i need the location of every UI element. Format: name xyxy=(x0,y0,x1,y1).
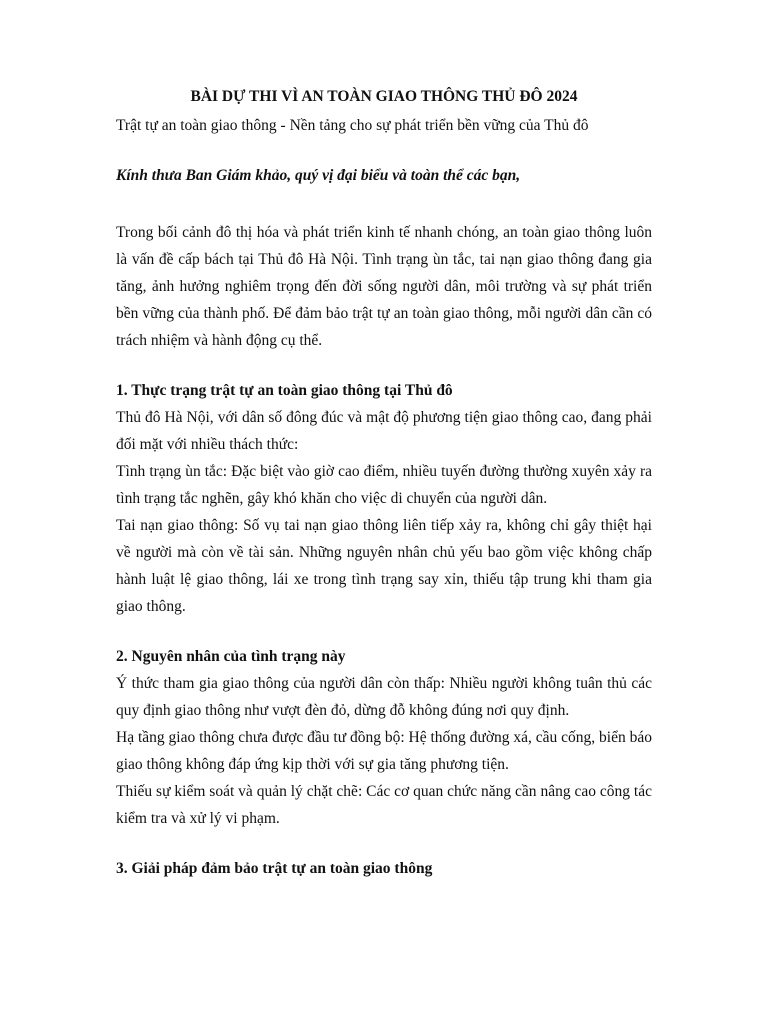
section-3-heading: 3. Giải pháp đảm bảo trật tự an toàn giao thông xyxy=(116,860,433,877)
document-page xyxy=(116,86,652,882)
section-1-paragraph: Thủ đô Hà Nội, với dân số đông đúc và mật độ phương tiện giao thông cao, đang phải đối mặt với nhiều thách thức: xyxy=(116,409,652,453)
section-2-paragraph: Ý thức tham gia giao thông của người dân còn thấp: Nhiều người không tuân thủ các quy định giao thông như vượt đèn đỏ, dừng đỗ không đúng nơi quy định. xyxy=(116,675,652,719)
section-1-paragraph: Tình trạng ùn tắc: Đặc biệt vào giờ cao điểm, nhiều tuyến đường thường xuyên xảy ra tình trạng tắc nghẽn, gây khó khăn cho việc di chuyển của người dân. xyxy=(116,463,652,507)
section-2-paragraph: Hạ tầng giao thông chưa được đầu tư đồng bộ: Hệ thống đường xá, cầu cống, biển báo giao thông không đáp ứng kịp thời với sự gia tăng phương tiện. xyxy=(116,729,652,773)
greeting: Kính thưa Ban Giám khảo, quý vị đại biểu và toàn thể các bạn, xyxy=(116,167,521,184)
document-title: BÀI DỰ THI VÌ AN TOÀN GIAO THÔNG THỦ ĐÔ 2024 xyxy=(190,88,578,105)
section-1-paragraph: Tai nạn giao thông: Số vụ tai nạn giao thông liên tiếp xảy ra, không chỉ gây thiệt hại về người mà còn về tài sản. Những nguyên nhân chủ yếu bao gồm việc không chấp hành luật lệ giao thông, lái xe trong tình trạng say xỉn, thiếu tập trung khi tham gia giao thông. xyxy=(116,517,652,615)
section-2-heading: 2. Nguyên nhân của tình trạng này xyxy=(116,648,346,665)
document-subtitle: Trật tự an toàn giao thông - Nền tảng cho sự phát triển bền vững của Thủ đô xyxy=(116,117,589,134)
section-1-heading: 1. Thực trạng trật tự an toàn giao thông tại Thủ đô xyxy=(116,382,453,399)
section-2-paragraph: Thiếu sự kiểm soát và quản lý chặt chẽ: Các cơ quan chức năng cần nâng cao công tác kiểm tra và xử lý vi phạm. xyxy=(116,783,652,827)
intro-paragraph: Trong bối cảnh đô thị hóa và phát triển kinh tế nhanh chóng, an toàn giao thông luôn là vấn đề cấp bách tại Thủ đô Hà Nội. Tình trạng ùn tắc, tai nạn giao thông đang gia tăng, ảnh hưởng nghiêm trọng đến đời sống người dân, môi trường và sự phát triển bền vững của thành phố. Để đảm bảo trật tự an toàn giao thông, mỗi người dân cần có trách nhiệm và hành động cụ thể. xyxy=(116,224,652,349)
